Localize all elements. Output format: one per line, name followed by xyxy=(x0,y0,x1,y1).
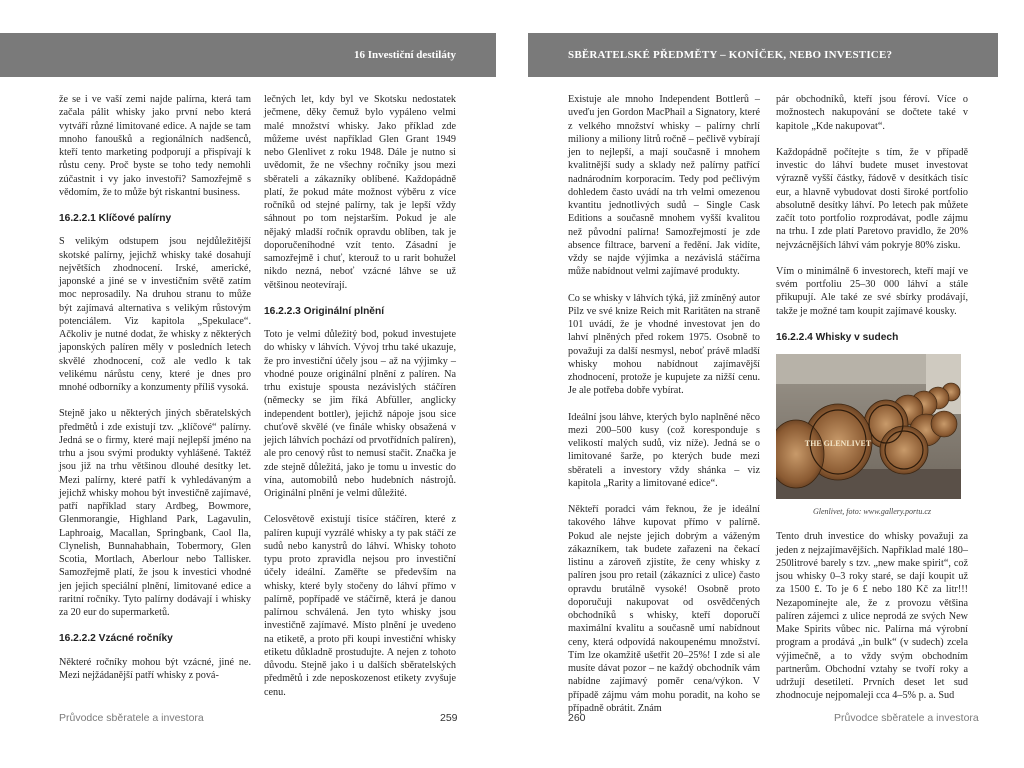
left-column-2 xyxy=(264,93,456,712)
right-page xyxy=(528,0,1024,768)
paragraph: Celosvětově existují tisíce stáčíren, které z palíren kupují vyzrálé whisky a ty pak stáčí ze sudů nebo kanystrů do láhví. Whisky tohoto typu proto zpravidla nejsou pro investiční účely ideální. Zaměřte se především na whisky, které byly stočeny do láhví přímo v palírně, popřípadě ve stáčírně, která je danou palírnou schválená. Jen tyto whisky jsou investičně zajímavé. Místo plnění je uvedeno na etiketě, a proto při koupi investiční whisky etiketu důkladně prostudujte. A nejen z tohoto důvodu. Stejně jako i u dalších sběratelských předmětů i zde neposkozenost etikety zvyšuje cenu. xyxy=(264,514,456,698)
paragraph: Tento druh investice do whisky považuji za jeden z nejzajímavějších. Například malé 180–250litrové barely s tzv. „new make spirit“, což jsou whisky 0–3 roky staré, se dají koupit už za 1500 £. To je 6 £ nebo 180 Kč za litr!!! Nezapomínejte ale, že z provozu většina palíren zájemci z ulice neprodá ze svých New Make Spirits vůbec nic. Palírna má výrobní program a prodává „in bulk“ (v sudech) zcela výjimečně, a to vždy svým obchodním partnerům. Obchodní vztahy se tvoří roky a udržují desetiletí. Prvních deset let sud zhodnocuje nejpomaleji cca 4–5% p. a. Sud xyxy=(776,531,968,702)
left-page-number: 259 xyxy=(440,712,458,724)
section-heading: 16.2.2.3 Originální plnění xyxy=(264,305,385,317)
right-footer-title: Průvodce sběratele a investora xyxy=(834,712,979,724)
paragraph: Každopádně počítejte s tím, že v případě investic do láhví budete muset investovat výrazně vyšší částky, řádově v desítkách tisíc eur, a hlavně vybudovat dosti široké portfolio absolutně desítky láhví. Po letech pak můžete začít toto portfolio rozprodávat, podle zájmu na trhu. I zde platí Paretovo pravidlo, že 20% nejvzácnějších láhví vám pokryje 80% zisku. xyxy=(776,146,968,251)
paragraph: pár obchodníků, kteří jsou féroví. Více o možnostech nakupování se dočtete také v kapitole „Kde nakupovat“. xyxy=(776,94,968,132)
left-footer-title: Průvodce sběratele a investora xyxy=(59,712,204,724)
barrel-warehouse-photo xyxy=(776,354,961,499)
paragraph: Co se whisky v láhvích týká, již zmíněný autor Pilz ve své knize Reich mit Raritäten na straně 101 uvádí, že je vhodné investovat jen do lahví plněných před rokem 1975. Osobně to považuji za další nesmysl, neboť právě mladší whisky mohou nabídnout zajímavější zhodnocení, protože je kupujete za nižší cenu. Je ale potřeba dobře vybírat. xyxy=(568,292,760,397)
right-header-title: SBĚRATELSKÉ PŘEDMĚTY – KONÍČEK, NEBO INVESTICE? xyxy=(568,49,893,61)
paragraph: Existuje ale mnoho Independent Bottlerů – uveďu jen Gordon MacPhail a Signatory, které z velkého množství whisky – palírny chrlí miliony a miliony litrů ročně – pečlivě vybírají jen to nejlepší, a mají současně i mnohem kvalitnější sudy a sklady než palírny patřící nadnárodním korporacím. Tedy pod pečlivým dohledem často uvádí na trh velmi omezenou kvantitu jednotlivých sudů – Single Cask Editions a současně mnohem vyšší kvalitou než původní palírna! Samozřejmostí je zde absence filtrace, barvení a ředění. Jak vidíte, vždy se najde výjimka a nezávislá stáčírna může nabídnout velmi zajímavé produkty. xyxy=(568,94,760,278)
paragraph: lečných let, kdy byl ve Skotsku nedostatek ječmene, děky čemuž bylo vypáleno velmi malé množství whisky. Jako příklad zde můžeme uvést například Glen Grant 1949 nebo Glenlivet z roku 1948. Dále je nutno si uvědomit, že ne všechny ročníky jsou mezi sběrateli a zákazníky oblíbené. Každopádně platí, že pokud máte možnost výběru z více ročníků od stejné palírny, tak je lepší vždy sáhnout po tom nejstarším. Pokud je ale nějaký mladší ročník opravdu oblíben, tak je doporučeníhodné vzít tento. Zásadní je samozřejmě i chuť, kterouž to u rarit bohužel nikdo nezná, neboť vzácné láhve se už většinou neotevírají. xyxy=(264,94,456,291)
left-header-title: 16 Investiční destiláty xyxy=(353,49,456,61)
right-page-number: 260 xyxy=(568,712,586,724)
paragraph: Ideální jsou láhve, kterých bylo naplněné něco mezi 200–500 kusy (což koresponduje s velikostí malých sudů, viz níže). Jedná se o limitované šarže, po kterých bude mezi sběrateli a investory vždy shánka – viz kapitola „Rarity a limitované edice“. xyxy=(568,411,760,489)
book-gutter xyxy=(496,0,528,768)
paragraph: S velikým odstupem jsou nejdůležitější skotské palírny, jejichž whisky také dosahují největších zhodnocení. Irské, americké, japonské a jiné se v investičním světě zatím moc neprosadily. Na druhou stranu to může být zajímavá alternativa s velikým růstovým potenciálem. Viz kapitola „Spekulace“. Ačkoliv je nutné dodat, že whisky z některých japonských palíren měly v posledních letech skvělé zhodnocení, což ale vedlo k tak velikému nárůstu ceny, které je dnes pro mnohé odborníky a konzumenty příliš vysoká. xyxy=(59,236,251,393)
paragraph: Stejně jako u některých jiných sběratelských předmětů i zde existují tzv. „klíčové“ palírny. Jedná se o firmy, které mají nejlepší jméno na trhu a jsou svými produkty vyhlášené. Taktéž jsou již na trhu většinou dlouhé desítky let. Mezi palírny, které patří k vyhledávaným a jejichž whisky mohou být investičně zajímavé, patří například stary Ardbeg, Bowmore, Glenmorangie, Highland Park, Lagavulin, Laphroaig, Macallan, Springbank, Caol Ila, Clynelish, Bunnahabhain, Tobermory, Glen Scotia, Mortlach, Aberlour nebo Tallisker. Samozřejmě platí, že jsou k investici vhodné jen jejich speciální plnění, limitované edice a raritní ročníky. Tyto palírny dodávají i whisky za 20 eur do supermarketů. xyxy=(59,408,251,618)
paragraph: že se i ve vaší zemi najde palírna, která tam začala pálit whisky jako první nebo která vytváří různé limitované edice. A najde se tam mnoho fanoušků a regionálních nadšenců, kteří tento marketing podporují a přispívají k růstu ceny. Proč byste se toho tedy nemohli zúčastnit i vy jako investoři? Samozřejmě s vědomím, že to může být riskantní business. xyxy=(59,94,251,198)
paragraph: Vím o minimálně 6 investorech, kteří mají ve svém portfoliu 25–30 000 láhví a stále přikupují. Ale také ze své sbírky prodávají, takže je možné tam koupit zajímavé kousky. xyxy=(776,265,968,317)
right-column-2 xyxy=(776,93,968,716)
section-heading: 16.2.2.1 Klíčové palírny xyxy=(59,213,172,224)
paragraph: Některé ročníky mohou být vzácné, jiné ne. Mezi nejžádanější patří whisky z pová- xyxy=(59,656,251,681)
right-running-header xyxy=(528,33,998,77)
barrel-label: THE GLENLIVET xyxy=(804,439,872,448)
photo-caption: Glenlivet, foto: www.gallery.portu.cz xyxy=(812,507,932,516)
left-column-1 xyxy=(59,93,251,695)
right-column-1 xyxy=(568,93,760,728)
left-page xyxy=(0,0,496,768)
left-running-header xyxy=(0,33,496,77)
paragraph: Někteří poradci vám řeknou, že je ideální takového láhve kupovat přímo v palírně. Pokud ale nejste jejich dobrým a váženým zákazníkem, tak budete zařazeni na čekací listinu a zároveň zjistíte, že ceny whisky z palíren jsou pro retail (zákazníci z ulice) často opravdu brutálně vysoké! Osobně proto doporučuji nakupovat od osvědčených obchodníků s whisky, kteří doporučí maximální kvalitu a současně umí nabídnout ceny, která odpovídá nakoupenému množství. Tím lze okamžitě ušetřit 20–25%! I zde si ale musíte dávat pozor – ne každý obchodník vám nabídne zajímavý poměr cena/výkon. V případě zájmu vám mohu poradit, na koho se případně obrátit. Znám xyxy=(568,504,760,714)
section-heading: 16.2.2.2 Vzácné ročníky xyxy=(59,633,173,645)
section-heading: 16.2.2.4 Whisky v sudech xyxy=(776,331,899,343)
paragraph: Toto je velmi důležitý bod, pokud investujete do whisky v láhvích. Vývoj trhu také ukazuje, že pro investiční účely jsou – až na výjimky – vhodné pouze originální plnění z palíren. Na trhu existuje spousta nezávislých stáčíren (německy se jim říká Abfüller, anglicky independent bottler), jejichž nápoje jsou sice chuťově skvělé (ve finále whisky obsažená v jejich láhvích pochází od prvotřídních palíren), ale pro cenový růst to nemusí stačit. Značka je zde stejně důležitá, jako je tomu u investic do vína, automobilů nebo hudebních nástrojů. Originální plnění je velmi důležité. xyxy=(264,329,456,499)
